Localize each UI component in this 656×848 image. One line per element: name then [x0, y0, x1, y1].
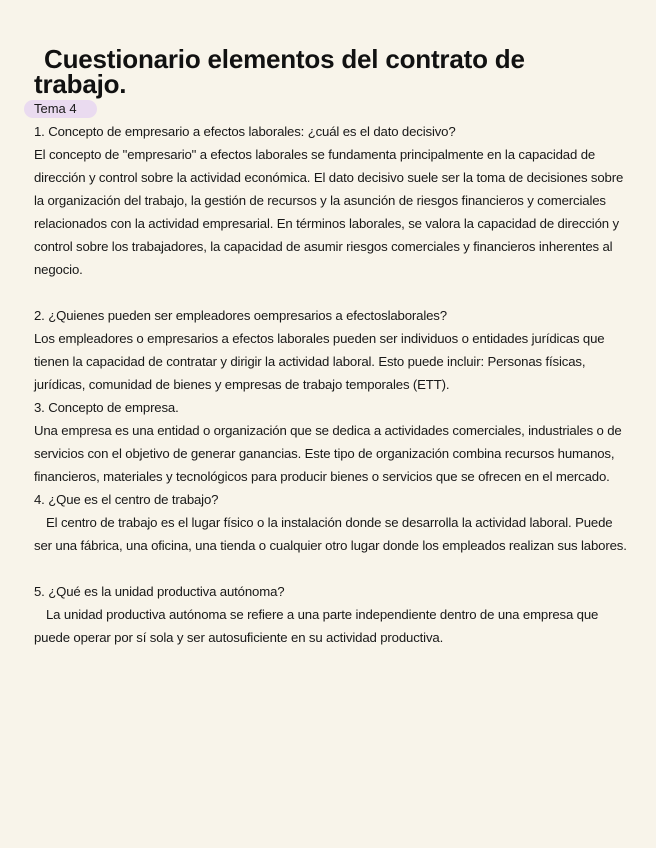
question-4: 4. ¿Que es el centro de trabajo?	[34, 492, 219, 507]
answer-2: Los empleadores o empresarios a efectos laborales pueden ser individuos o entidades jurídicas que tienen la capacidad de contratar y dirigir la actividad laboral. Esto puede incluir: Personas físicas, jurídicas, comunidad de bienes y empresas de trabajo temporales (ETT).	[34, 331, 605, 392]
topic-tag: Tema 4	[24, 100, 97, 118]
paragraph-spacer	[34, 281, 628, 304]
page-title	[34, 44, 628, 99]
answer-1: El concepto de "empresario" a efectos laborales se fundamenta principalmente en la capacidad de dirección y control sobre la actividad económica. El dato decisivo suele ser la toma de decisiones sobre la organización del trabajo, la gestión de recursos y la asunción de riesgos financieros y comerciales relacionados con la actividad empresarial. En términos laborales, se valora la capacidad de dirección y control sobre los trabajadores, la capacidad de asumir riesgos comerciales y financieros inherentes al negocio.	[34, 147, 624, 277]
answer-3: Una empresa es una entidad o organización que se dedica a actividades comerciales, industriales o de servicios con el objetivo de generar ganancias. Este tipo de organización combina recursos humanos, financieros, materiales y tecnológicos para producir bienes o servicios que se ofrecen en el mercado.	[34, 423, 622, 484]
page-title-line-1: Cuestionario elementos del contrato de	[44, 44, 525, 74]
document-body	[34, 120, 628, 649]
question-3: 3. Concepto de empresa.	[34, 400, 179, 415]
page-title-line-2: trabajo.	[34, 69, 127, 99]
question-5: 5. ¿Qué es la unidad productiva autónoma?	[34, 584, 285, 599]
answer-5: La unidad productiva autónoma se refiere a una parte independiente dentro de una empresa que puede operar por sí sola y ser autosuficiente en su actividad productiva.	[34, 607, 599, 645]
question-1: 1. Concepto de empresario a efectos laborales: ¿cuál es el dato decisivo?	[34, 124, 456, 139]
answer-4: El centro de trabajo es el lugar físico o la instalación donde se desarrolla la actividad laboral. Puede ser una fábrica, una oficina, una tienda o cualquier otro lugar donde los empleados realizan sus labores.	[34, 515, 627, 553]
question-2: 2. ¿Quienes pueden ser empleadores oempresarios a efectoslaborales?	[34, 308, 447, 323]
paragraph-spacer	[34, 557, 628, 580]
